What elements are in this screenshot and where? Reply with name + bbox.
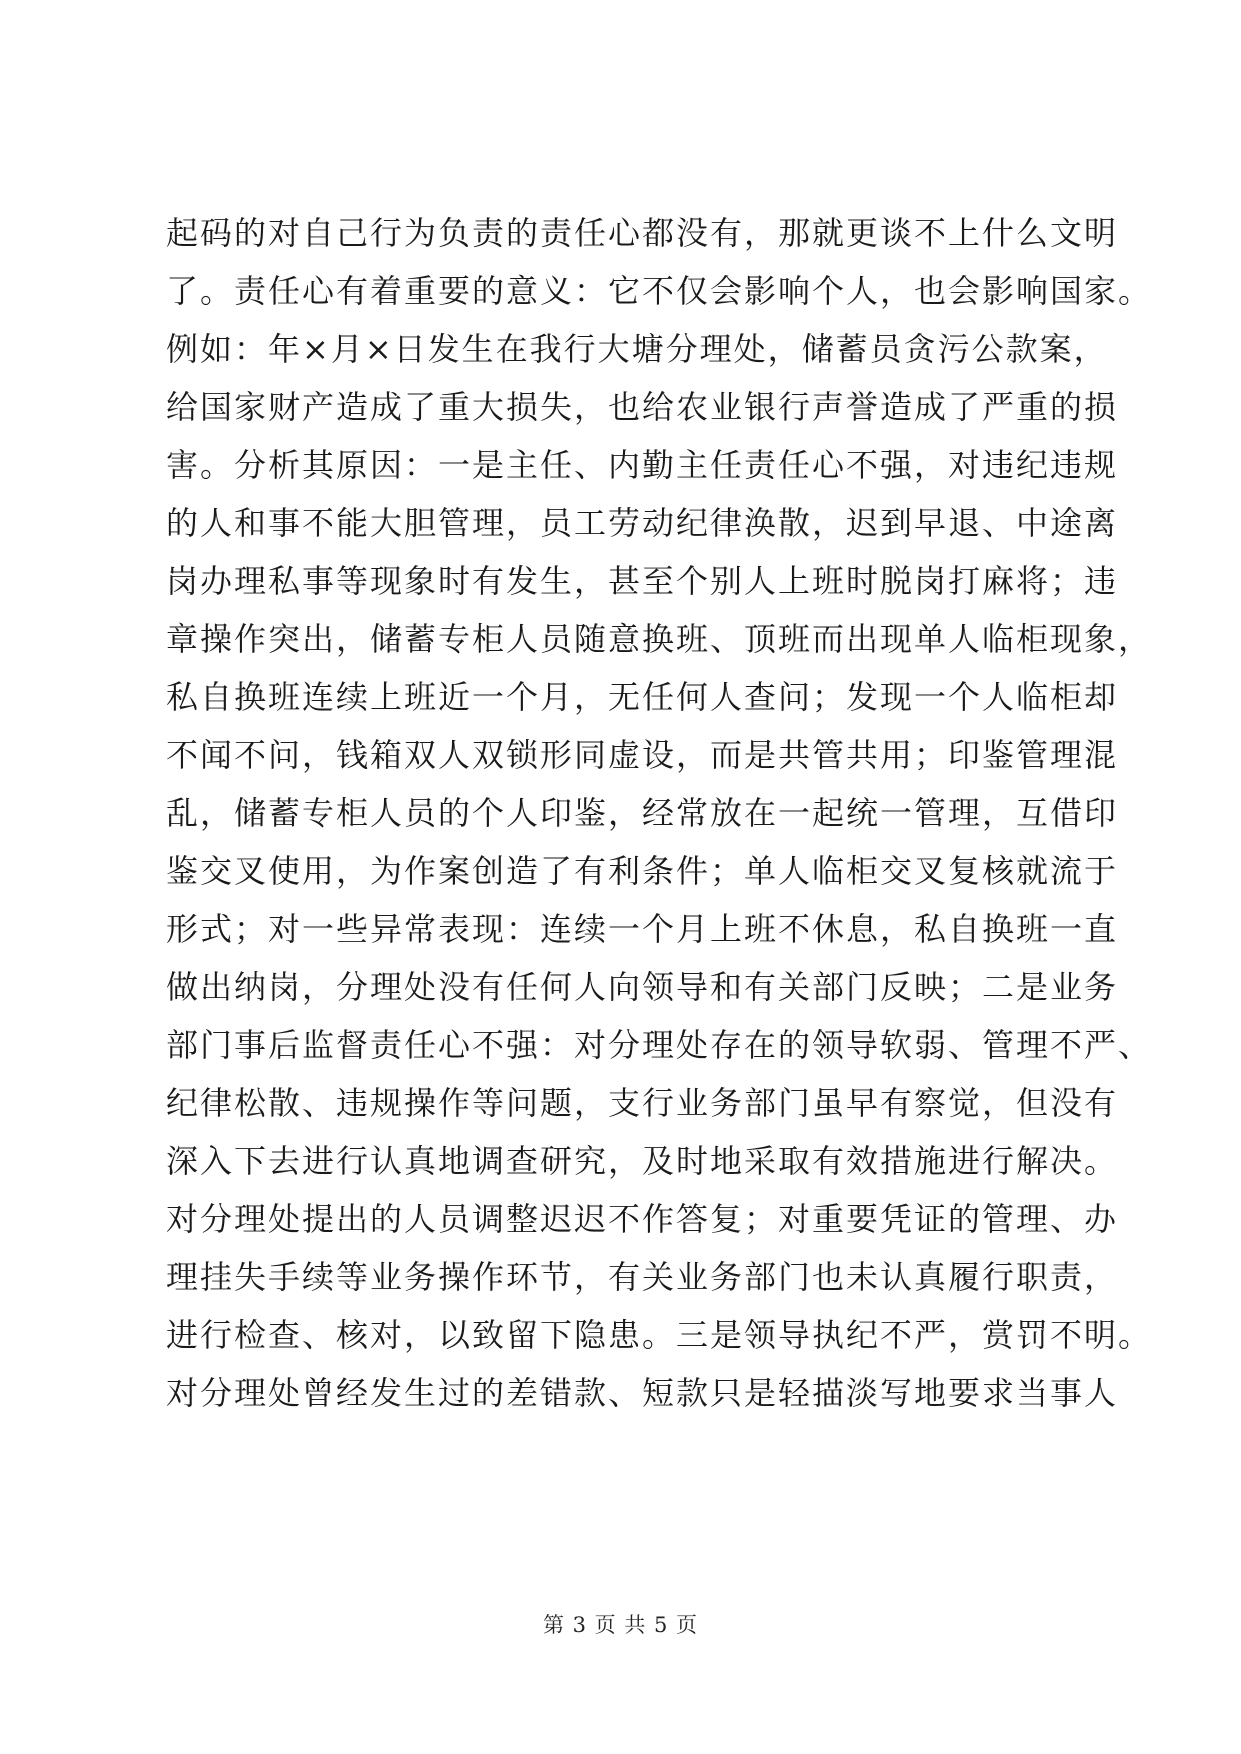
body-text-line: 形式；对一些异常表现：连续一个月上班不休息，私自换班一直 (166, 910, 1119, 948)
body-text-line: 起码的对自己行为负责的责任心都没有，那就更谈不上什么文明 (166, 214, 1119, 252)
body-text-line: 章操作突出，储蓄专柜人员随意换班、顶班而出现单人临柜现象， (166, 620, 1153, 658)
body-text-line: 纪律松散、违规操作等问题，支行业务部门虽早有察觉，但没有 (166, 1084, 1119, 1122)
body-text-line: 私自换班连续上班近一个月，无任何人查问；发现一个人临柜却 (166, 678, 1119, 716)
body-text-line: 深入下去进行认真地调查研究，及时地采取有效措施进行解决。 (166, 1142, 1119, 1180)
body-text-line: 对分理处曾经发生过的差错款、短款只是轻描淡写地要求当事人 (166, 1374, 1119, 1412)
body-text-line: 做出纳岗，分理处没有任何人向领导和有关部门反映；二是业务 (166, 968, 1119, 1006)
body-text-line: 部门事后监督责任心不强：对分理处存在的领导软弱、管理不严、 (166, 1026, 1153, 1064)
body-text-line: 的人和事不能大胆管理，员工劳动纪律涣散，迟到早退、中途离 (166, 504, 1119, 542)
body-text-line: 不闻不问，钱箱双人双锁形同虚设，而是共管共用；印鉴管理混 (166, 736, 1119, 774)
body-text-line: 进行检查、核对，以致留下隐患。三是领导执纪不严，赏罚不明。 (166, 1316, 1153, 1354)
body-text-line: 害。分析其原因：一是主任、内勤主任责任心不强，对违纪违规 (166, 446, 1119, 484)
body-text-line: 乱，储蓄专柜人员的个人印鉴，经常放在一起统一管理，互借印 (166, 794, 1119, 832)
body-text-line: 对分理处提出的人员调整迟迟不作答复；对重要凭证的管理、办 (166, 1200, 1119, 1238)
body-text-line: 鉴交叉使用，为作案创造了有利条件；单人临柜交叉复核就流于 (166, 852, 1119, 890)
body-text-line: 岗办理私事等现象时有发生，甚至个别人上班时脱岗打麻将；违 (166, 562, 1119, 600)
body-text-line: 给国家财产造成了重大损失，也给农业银行声誉造成了严重的损 (166, 388, 1119, 426)
page-number-footer: 第 3 页 共 5 页 (542, 1613, 699, 1637)
body-text-line: 了。责任心有着重要的意义：它不仅会影响个人，也会影响国家。 (166, 272, 1153, 310)
body-text-line: 例如：年×月×日发生在我行大塘分理处，储蓄员贪污公款案， (166, 330, 1108, 368)
body-text-line: 理挂失手续等业务操作环节，有关业务部门也未认真履行职责， (166, 1258, 1119, 1296)
